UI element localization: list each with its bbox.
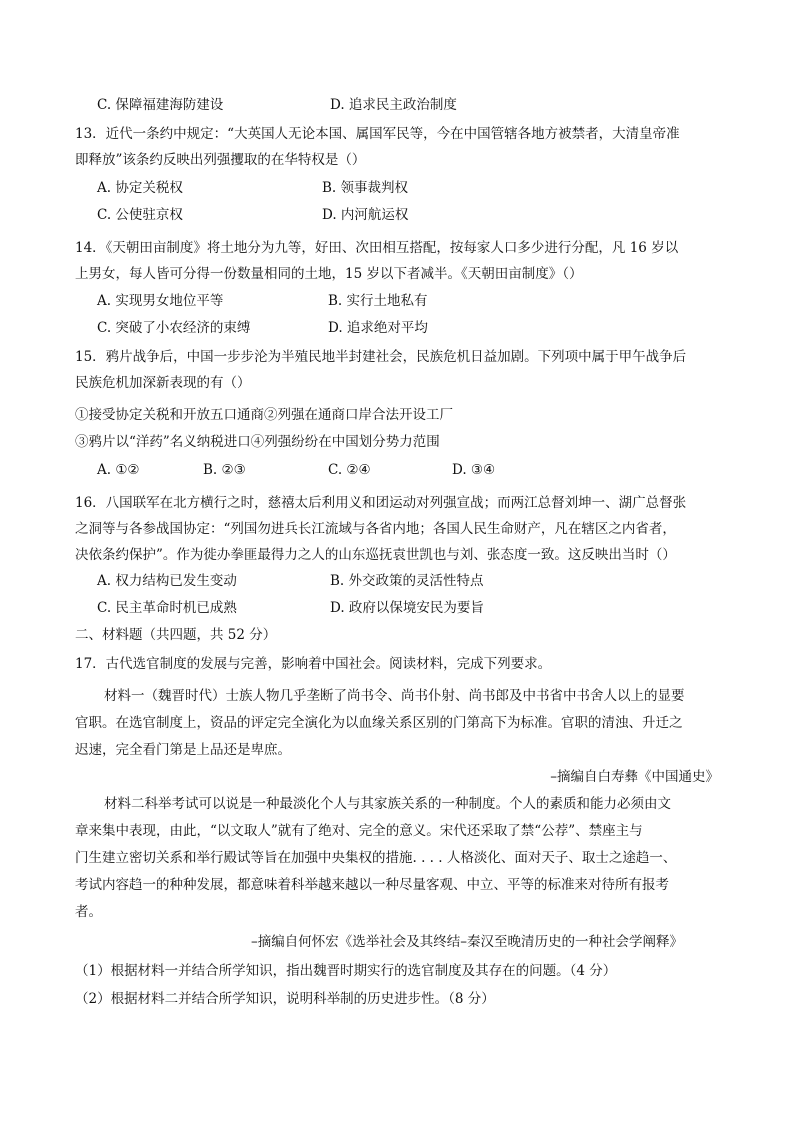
q13-stem-line-1: 13．近代一条约中规定：“大英国人无论本国、属国军民等，今在中国管辖各地方被禁者，大清皇帝准	[75, 126, 680, 142]
q14-option-b: B. 实行土地私有	[328, 293, 428, 309]
q17-material-2-line-3: 门生建立密切关系和举行殿试等旨在加强中央集权的措施. . . . 人格淡化、面对天子、取士之途趋一、	[75, 850, 677, 866]
q17-material-1-line-2: 官职。在选官制度上，资品的评定完全演化为以血缘关系区别的门第高下为标准。官职的清浊、升迁之	[75, 715, 683, 731]
q17-material-1-line-1: 材料一（魏晋时代）士族人物几乎垄断了尚书令、尚书仆射、尚书郎及中书省中书舍人以上的显要	[104, 688, 685, 704]
q15-option-c: C. ②④	[328, 462, 371, 478]
q13-stem-line-2: 即释放”该条约反映出列强攫取的在华特权是（）	[75, 152, 366, 168]
q17-subquestion-1: （1）根据材料一并结合所学知识，指出魏晋时期实行的选官制度及其存在的问题。（4 分）	[75, 963, 617, 979]
q14-option-a: A. 实现男女地位平等	[97, 293, 224, 309]
q16-stem-line-2: 之洞等与各参战国协定：“列国勿进兵长江流域与各省内地；各国人民生命财产，凡在辖区之内省者，	[75, 521, 676, 537]
q16-stem-line-3: 决依条约保护”。作为徙办拳匪最得力之人的山东巡抚袁世凯也与刘、张态度一致。这反映出当时（）	[75, 547, 676, 563]
q17-material-2-line-1: 材料二科举考试可以说是一种最淡化个人与其家族关系的一种制度。个人的素质和能力必须由文	[104, 796, 671, 812]
q17-material-2-line-4: 考试内容趋一的种种发展，都意味着科举越来越以一种尽量客观、中立、平等的标准来对待所有报考	[75, 877, 669, 893]
q15-item-line-1: ①接受协定关税和开放五口通商②列强在通商口岸合法开设工厂	[75, 407, 453, 423]
q15-option-a: A. ①②	[97, 462, 140, 478]
q15-option-d: D. ③④	[452, 462, 496, 478]
q12-option-c: C. 保障福建海防建设	[97, 97, 224, 113]
q15-stem-line-2: 民族危机加深新表现的有（）	[75, 375, 251, 391]
q17-material-2-line-2: 章来集中表现，由此，“以文取人”就有了绝对、完全的意义。宋代还采取了禁“公荐”、禁座主与	[75, 823, 643, 839]
q16-option-c: C. 民主革命时机已成熟	[97, 600, 237, 616]
q17-material-2-source: –摘编自何怀宏《选举社会及其终结–秦汉至晚清历史的一种社会学阐释》	[251, 934, 683, 950]
q14-stem-line-2: 上男女，每人皆可分得一份数量相同的土地，15 岁以下者减半。《天朝田亩制度》（）	[75, 266, 583, 282]
q15-stem-line-1: 15．鸦片战争后，中国一步步沦为半殖民地半封建社会，民族危机日益加剧。下列项中属于甲午战争后	[75, 349, 687, 365]
q17-material-1-source: –摘编自白寿彝《中国通史》	[550, 769, 719, 785]
section-heading: 二、材料题（共四题，共 52 分）	[75, 627, 277, 643]
q13-option-c: C. 公使驻京权	[97, 207, 183, 223]
q14-option-c: C. 突破了小农经济的束缚	[97, 320, 251, 336]
q16-option-a: A. 权力结构已发生变动	[97, 573, 237, 589]
q17-material-1-line-3: 迟速，完全看门第是上品还是卑庶。	[75, 742, 291, 758]
q15-option-b: B. ②③	[203, 462, 246, 478]
q17-material-2-line-5: 者。	[75, 904, 102, 920]
q13-option-a: A. 协定关税权	[97, 180, 183, 196]
q17-stem: 17．古代选官制度的发展与完善，影响着中国社会。阅读材料，完成下列要求。	[75, 656, 552, 672]
q16-stem-line-1: 16．八国联军在北方横行之时，慈禧太后利用义和团运动对列强宣战；而两江总督刘坤一、湖广总督张	[75, 495, 687, 511]
q12-option-d: D. 追求民主政治制度	[330, 97, 457, 113]
q16-option-d: D. 政府以保境安民为要旨	[330, 600, 484, 616]
q15-item-line-2: ③鸦片以“洋药”名义纳税进口④列强纷纷在中国划分势力范围	[75, 434, 440, 450]
q14-option-d: D. 追求绝对平均	[328, 320, 428, 336]
q16-option-b: B. 外交政策的灵活性特点	[330, 573, 484, 589]
q13-option-b: B. 领事裁判权	[322, 180, 409, 196]
q17-subquestion-2: （2）根据材料二并结合所学知识，说明科举制的历史进步性。（8 分）	[75, 991, 495, 1007]
q13-option-d: D. 内河航运权	[322, 207, 409, 223]
q14-stem-line-1: 14．《天朝田亩制度》将土地分为九等，好田、次田相互搭配，按每家人口多少进行分配，凡 16 岁以	[75, 240, 679, 256]
